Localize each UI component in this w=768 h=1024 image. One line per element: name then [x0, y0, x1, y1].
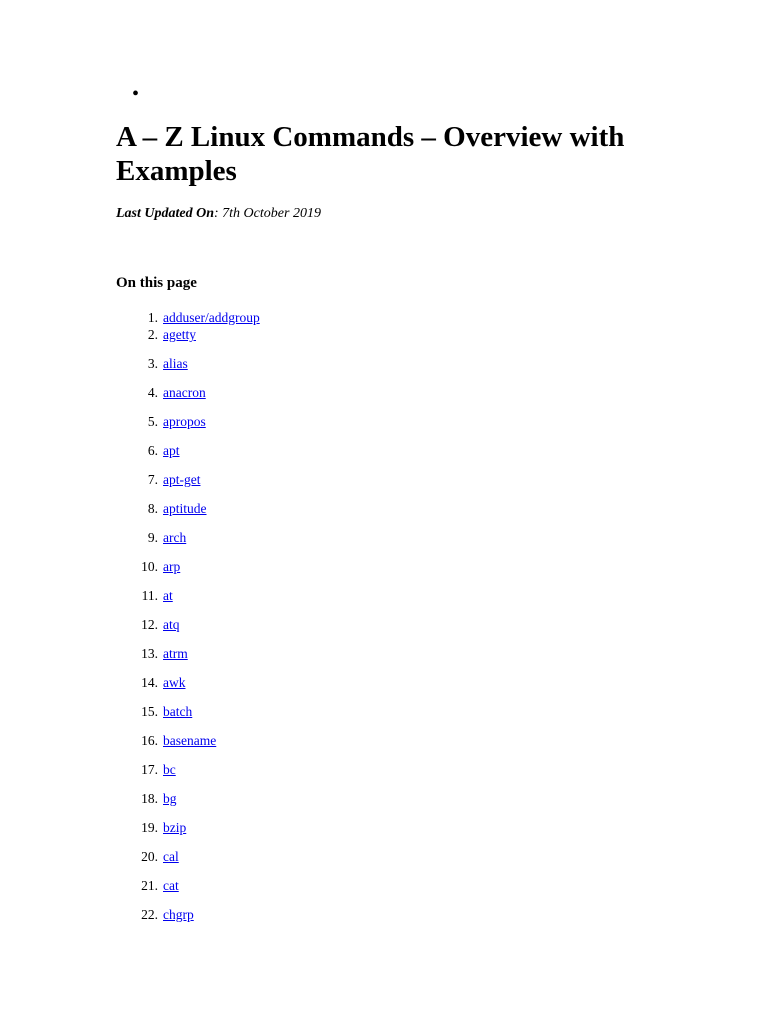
toc-link-basename[interactable]: basename [163, 733, 217, 748]
toc-item [118, 472, 418, 501]
top-bullet: • [132, 83, 140, 105]
toc-link-adduser-addgroup[interactable]: adduser/addgroup [163, 310, 260, 325]
toc-item-number: 21. [141, 878, 158, 893]
toc-link-bg[interactable]: bg [163, 791, 177, 806]
table-of-contents [118, 310, 418, 936]
toc-heading: On this page [116, 275, 197, 291]
toc-item-number: 11. [141, 588, 158, 603]
toc-item-number: 10. [141, 559, 158, 574]
toc-item-number: 4. [147, 385, 158, 400]
last-updated-date: 7th October 2019 [222, 206, 321, 221]
toc-link-agetty[interactable]: agetty [163, 327, 196, 342]
toc-link-apt[interactable]: apt [163, 443, 180, 458]
last-updated-label: Last Updated On [116, 206, 214, 221]
toc-item [118, 559, 418, 588]
toc-item-number: 7. [147, 472, 158, 487]
toc-item-number: 6. [147, 443, 158, 458]
toc-link-aptitude[interactable]: aptitude [163, 501, 207, 516]
toc-item [118, 327, 418, 356]
toc-link-alias[interactable]: alias [163, 356, 188, 371]
toc-link-arp[interactable]: arp [163, 559, 181, 574]
toc-link-bzip[interactable]: bzip [163, 820, 187, 835]
toc-link-bc[interactable]: bc [163, 762, 176, 777]
toc-item-number: 1. [147, 310, 158, 325]
toc-item [118, 385, 418, 414]
toc-link-cat[interactable]: cat [163, 878, 179, 893]
toc-item-number: 18. [141, 791, 158, 806]
page-title: A – Z Linux Commands – Overview with Examples [116, 121, 625, 187]
toc-item-number: 5. [147, 414, 158, 429]
toc-link-atrm[interactable]: atrm [163, 646, 188, 661]
toc-item [118, 646, 418, 675]
toc-item [118, 310, 418, 327]
toc-link-atq[interactable]: atq [163, 617, 180, 632]
toc-item-number: 17. [141, 762, 158, 777]
toc-link-cal[interactable]: cal [163, 849, 179, 864]
toc-item-number: 13. [141, 646, 158, 661]
toc-link-apropos[interactable]: apropos [163, 414, 206, 429]
toc-item [118, 849, 418, 878]
toc-item [118, 907, 418, 936]
toc-item [118, 878, 418, 907]
toc-item-number: 12. [141, 617, 158, 632]
last-updated [116, 205, 321, 223]
toc-item-number: 2. [147, 327, 158, 342]
toc-item [118, 733, 418, 762]
toc-link-arch[interactable]: arch [163, 530, 187, 545]
toc-link-at[interactable]: at [163, 588, 173, 603]
toc-item [118, 675, 418, 704]
toc-item [118, 414, 418, 443]
toc-item [118, 530, 418, 559]
toc-item-number: 9. [147, 530, 158, 545]
toc-item-number: 16. [141, 733, 158, 748]
toc-link-chgrp[interactable]: chgrp [163, 907, 194, 922]
toc-item-number: 14. [141, 675, 158, 690]
toc-item [118, 617, 418, 646]
toc-link-anacron[interactable]: anacron [163, 385, 206, 400]
toc-item-number: 20. [141, 849, 158, 864]
toc-link-batch[interactable]: batch [163, 704, 193, 719]
toc-link-apt-get[interactable]: apt-get [163, 472, 201, 487]
toc-item [118, 791, 418, 820]
toc-item [118, 588, 418, 617]
toc-item-number: 15. [141, 704, 158, 719]
toc-item [118, 762, 418, 791]
last-updated-separator: : [214, 206, 223, 221]
toc-item-number: 3. [147, 356, 158, 371]
toc-item [118, 443, 418, 472]
toc-item [118, 704, 418, 733]
toc-item [118, 356, 418, 385]
toc-item-number: 22. [141, 907, 158, 922]
toc-item [118, 820, 418, 849]
toc-item-number: 19. [141, 820, 158, 835]
toc-link-awk[interactable]: awk [163, 675, 186, 690]
toc-item [118, 501, 418, 530]
toc-item-number: 8. [147, 501, 158, 516]
